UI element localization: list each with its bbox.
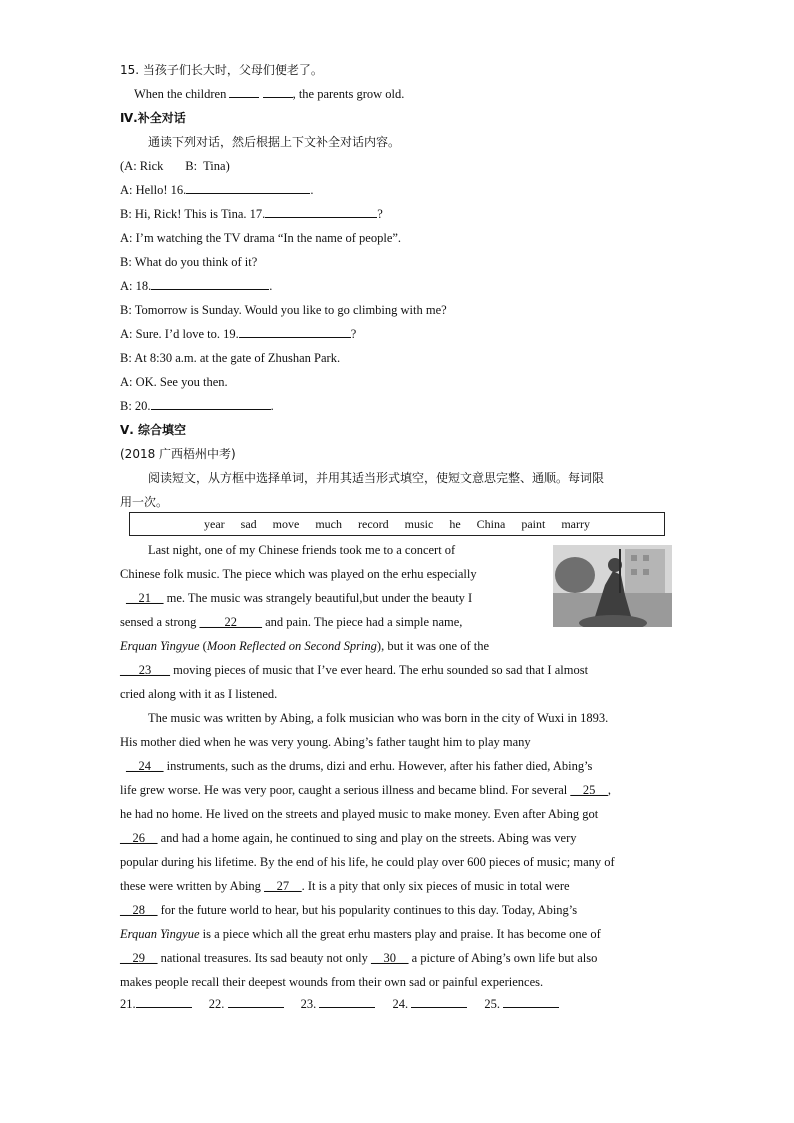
passage-text: moving pieces of music that I’ve ever heard. The erhu sounded so sad that I almost [170, 663, 589, 677]
dialogue-line: A: OK. See you then. [120, 375, 228, 389]
passage-p1-line2: Chinese folk music. The piece which was played on the erhu especially [120, 567, 477, 581]
passage-p1-line1: Last night, one of my Chinese friends took me to a concert of [148, 543, 456, 557]
q15-suffix: , the parents grow old. [292, 87, 405, 101]
passage-text: sensed a strong [120, 615, 200, 629]
section4-roles: (A: Rick B: Tina) [120, 159, 230, 173]
q15-blank-2[interactable] [263, 83, 293, 98]
dialogue-line: B: Tomorrow is Sunday. Would you like to go climbing with me? [120, 303, 447, 317]
word-bank-item: much [315, 516, 342, 531]
passage-p1-line5 [120, 634, 489, 658]
answer-number: 23. [300, 997, 317, 1011]
answer-item-23 [301, 994, 376, 1014]
passage-p1-line6 [120, 658, 588, 682]
statue-illustration [553, 545, 672, 627]
passage-text: . It is a pity that only six pieces of music in total were [301, 879, 570, 893]
section5-heading: Ⅴ. 综合填空 [120, 423, 187, 437]
section4-heading: Ⅳ.补全对话 [120, 111, 186, 125]
answer-item-21 [120, 994, 192, 1014]
answer-number: 22. [208, 997, 225, 1011]
passage-text: instruments, such as the drums, dizi and erhu. However, after his father died, Abing’s [163, 759, 593, 773]
dialogue-line-20 [120, 394, 274, 418]
passage-p2-line9 [120, 898, 577, 922]
answer-field-25[interactable] [503, 994, 559, 1008]
passage-text: a picture of Abing’s own life but also [408, 951, 598, 965]
passage-p2-line8 [120, 874, 570, 898]
word-bank-item: he [449, 516, 461, 531]
blank-24[interactable]: __24__ [126, 759, 164, 773]
answer-number: 25. [484, 997, 500, 1011]
answer-item-22 [209, 994, 284, 1014]
passage-text: ( [199, 639, 207, 653]
section5-source: (2018 广西梧州中考) [120, 447, 236, 461]
passage-p2-line10 [120, 922, 601, 946]
answer-blank-19[interactable] [239, 323, 351, 338]
q15-prefix: When the children [134, 87, 227, 101]
answer-field-23[interactable] [319, 994, 375, 1008]
passage-title-italic: Erquan Yingyue [120, 639, 200, 653]
passage-p2-line6 [120, 826, 577, 850]
word-bank-item: marry [561, 516, 590, 531]
blank-25[interactable]: __25__ [570, 783, 608, 797]
q15-chinese: 15. 当孩子们长大时，父母们便老了。 [120, 63, 323, 77]
section5-instruction-1: 阅读短文，从方框中选择单词，并用其适当形式填空，使短文意思完整、通顺。每词限 [148, 471, 605, 485]
passage-text: for the future world to hear, but his popularity continues to this day. Today, Abing’s [157, 903, 578, 917]
word-bank-box [129, 512, 665, 536]
answer-field-21[interactable] [136, 994, 192, 1008]
answer-number: 21. [120, 997, 136, 1011]
word-bank-item: music [404, 516, 434, 531]
word-bank-item: move [272, 516, 300, 531]
blank-23[interactable]: ___23___ [120, 663, 170, 677]
passage-text: is a piece which all the great erhu masters play and praise. It has become one of [199, 927, 601, 941]
dialogue-line-17 [120, 202, 383, 226]
answer-blank-18[interactable] [151, 275, 269, 290]
dialogue-line-19 [120, 322, 356, 346]
blank-29[interactable]: __29__ [120, 951, 158, 965]
passage-p2-line2: His mother died when he was very young. Abing’s father taught him to play many [120, 735, 531, 749]
passage-text: and had a home again, he continued to sing and play on the streets. Abing was very [157, 831, 577, 845]
abing-statue-photo [553, 545, 672, 627]
section5-instruction-2: 用一次。 [120, 495, 169, 509]
dialogue-punct: ? [350, 327, 357, 341]
answer-field-22[interactable] [228, 994, 284, 1008]
passage-text: , [607, 783, 612, 797]
blank-28[interactable]: __28__ [120, 903, 158, 917]
passage-p2-line3 [126, 754, 592, 778]
dialogue-punct: . [269, 279, 273, 293]
q15-blank-1[interactable] [229, 83, 259, 98]
passage-p2-line5: he had no home. He lived on the streets and played music to make money. Even after Abing got [120, 807, 599, 821]
answer-item-25 [484, 994, 559, 1014]
answer-blank-17[interactable] [265, 203, 377, 218]
word-bank-item: China [476, 516, 506, 531]
dialogue-line: A: I’m watching the TV drama “In the name of people”. [120, 231, 402, 245]
blank-22[interactable]: ____22____ [199, 615, 262, 629]
dialogue-punct: ? [377, 207, 383, 221]
passage-title-italic: Erquan Yingyue [120, 927, 200, 941]
dialogue-text: A: 18. [120, 279, 152, 293]
answer-row [120, 994, 573, 1014]
word-bank-item: record [358, 516, 389, 531]
dialogue-text: A: Sure. I’d love to. 19. [120, 327, 239, 341]
word-bank-item: paint [521, 516, 546, 531]
word-bank-item: sad [240, 516, 257, 531]
dialogue-punct: . [270, 399, 274, 413]
dialogue-punct: . [310, 183, 314, 197]
dialogue-text: B: 20. [120, 399, 151, 413]
dialogue-line-18 [120, 274, 272, 298]
passage-text: national treasures. Its sad beauty not only [157, 951, 371, 965]
dialogue-line: B: What do you think of it? [120, 255, 258, 269]
passage-text: me. The music was strangely beautiful,but under the beauty I [163, 591, 473, 605]
blank-27[interactable]: __27__ [264, 879, 302, 893]
passage-p2-line11 [120, 946, 597, 970]
dialogue-line-16 [120, 178, 313, 202]
dialogue-text: A: Hello! 16. [120, 183, 187, 197]
answer-item-24 [393, 994, 468, 1014]
passage-p1-line4 [120, 610, 462, 634]
q15-english [134, 82, 404, 106]
passage-text: life grew worse. He was very poor, caught a serious illness and became blind. For several [120, 783, 571, 797]
passage-p1-line3 [126, 586, 472, 610]
passage-title-italic: Moon Reflected on Second Spring [206, 639, 377, 653]
dialogue-text: B: Hi, Rick! This is Tina. 17. [120, 207, 266, 221]
word-bank-item: year [204, 516, 225, 531]
passage-p2-line1: The music was written by Abing, a folk musician who was born in the city of Wuxi in 1893. [148, 711, 609, 725]
dialogue-line: B: At 8:30 a.m. at the gate of Zhushan Park. [120, 351, 341, 365]
passage-p1-line7: cried along with it as I listened. [120, 687, 278, 701]
passage-p2-line4 [120, 778, 611, 802]
blank-21[interactable]: __21__ [126, 591, 164, 605]
passage-p2-line7: popular during his lifetime. By the end of his life, he could play over 600 pieces of music; many of [120, 855, 615, 869]
section4-instruction: 通读下列对话，然后根据上下文补全对话内容。 [148, 135, 401, 149]
blank-30[interactable]: __30__ [371, 951, 409, 965]
answer-blank-20[interactable] [151, 395, 271, 410]
answer-field-24[interactable] [411, 994, 467, 1008]
passage-p2-line12: makes people recall their deepest wounds from their own sad or painful experiences. [120, 975, 544, 989]
passage-text: and pain. The piece had a simple name, [262, 615, 463, 629]
blank-26[interactable]: __26__ [120, 831, 158, 845]
answer-number: 24. [392, 997, 409, 1011]
answer-blank-16[interactable] [186, 179, 310, 194]
passage-text: ), but it was one of the [376, 639, 490, 653]
passage-text: these were written by Abing [120, 879, 265, 893]
